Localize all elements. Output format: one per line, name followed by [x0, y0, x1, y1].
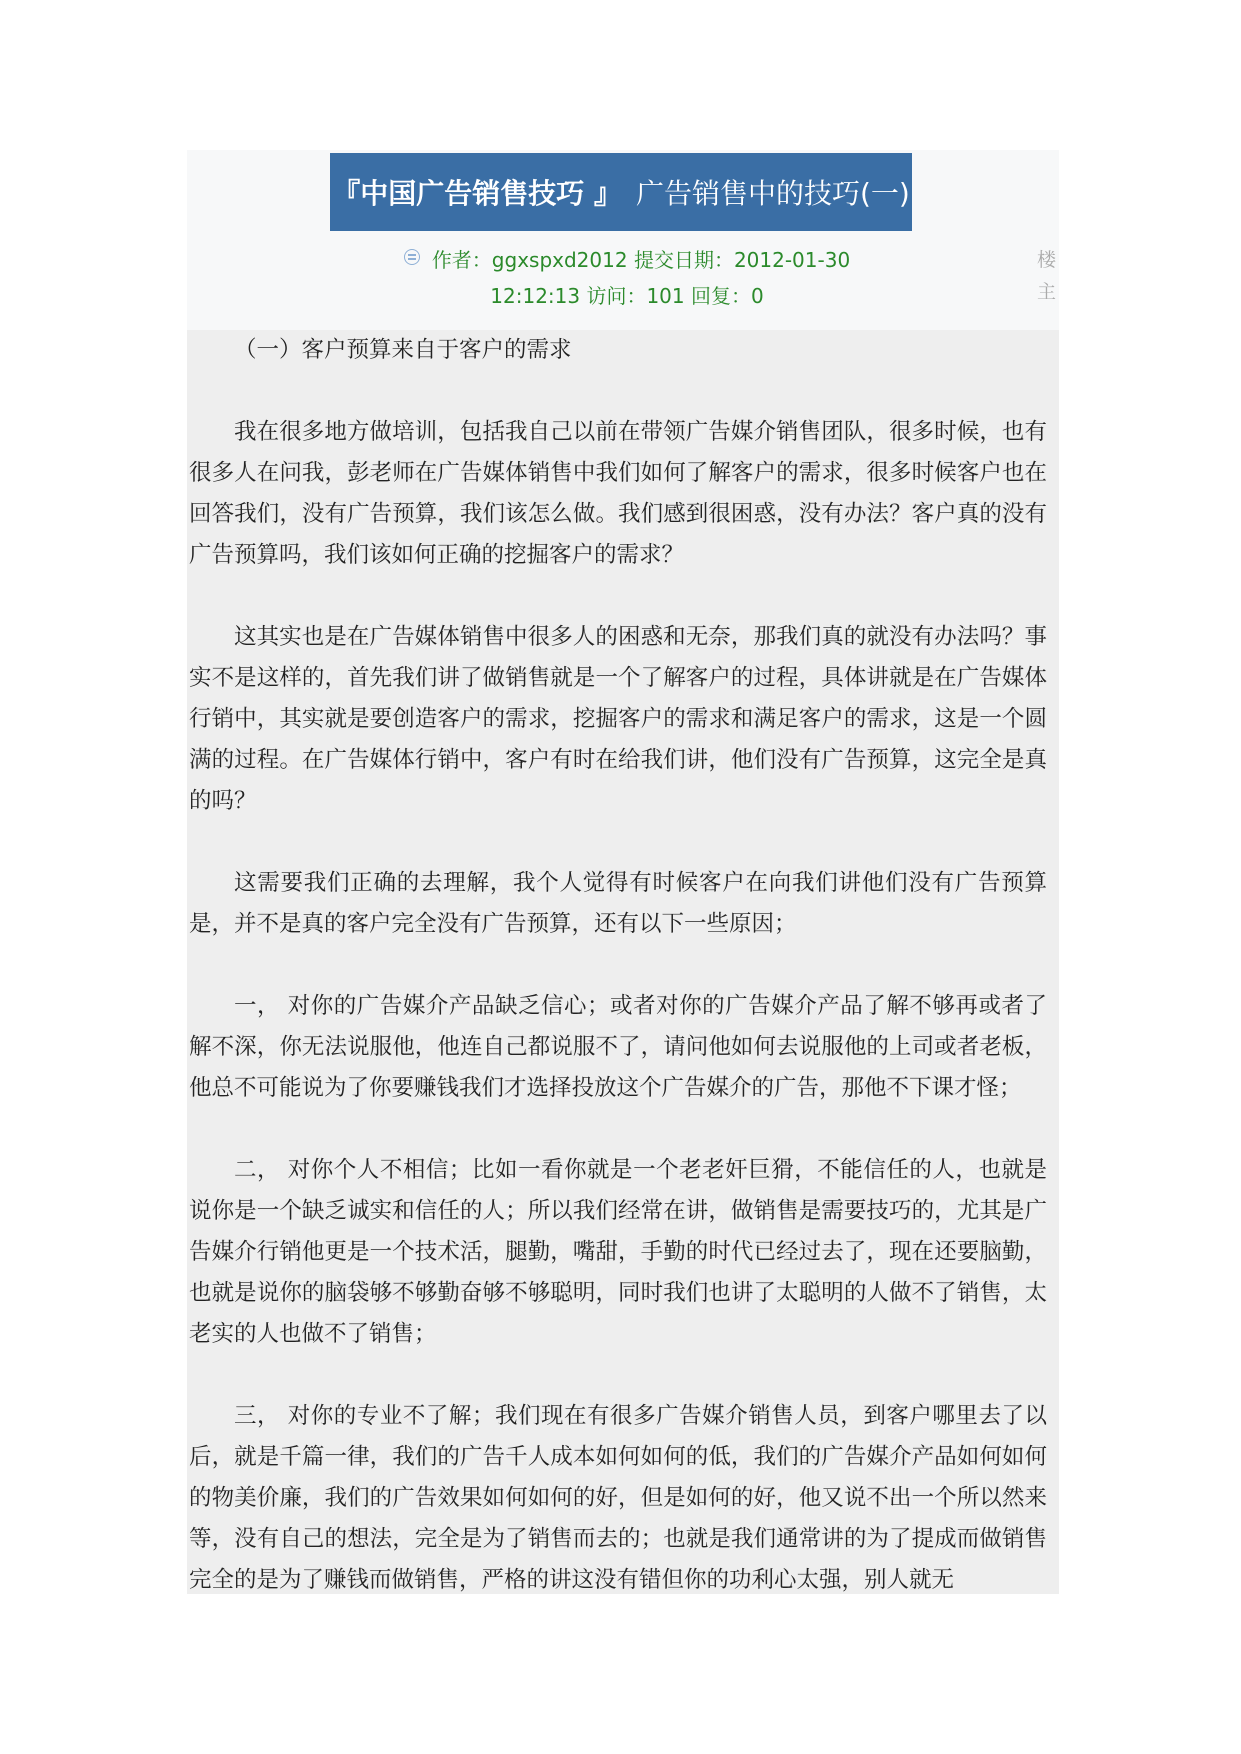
forum-post	[187, 150, 1059, 1594]
paragraph: 这其实也是在广告媒体销售中很多人的困惑和无奈，那我们真的就没有办法吗？事实不是这样的，首先我们讲了做销售就是一个了解客户的过程，具体讲就是在广告媒体行销中，其实就是要创造客户的需求，挖掘客户的需求和满足客户的需求，这是一个圆满的过程。在广告媒体行销中，客户有时在给我们讲，他们没有广告预算，这完全是真的吗？	[189, 624, 1047, 814]
paragraph: 我在很多地方做培训，包括我自己以前在带领广告媒介销售团队，很多时候，也有很多人在问我，彭老师在广告媒体销售中我们如何了解客户的需求，很多时候客户也在回答我们，没有广告预算，我们该怎么做。我们感到很困惑，没有办法？客户真的没有广告预算吗，我们该如何正确的挖掘客户的需求？	[189, 419, 1047, 568]
post-title[interactable]	[330, 153, 912, 231]
meta-line-2: 12:12:13 访问：101 回复：0	[490, 284, 764, 308]
post-header	[187, 150, 1059, 330]
paragraph: 一， 对你的广告媒介产品缺乏信心；或者对你的广告媒介产品了解不够再或者了解不深，你无法说服他，他连自己都说服不了，请问他如何去说服他的上司或者老板，他总不可能说为了你要赚钱我们才选择投放这个广告媒介的广告，那他不下课才怪；	[189, 993, 1047, 1101]
paragraph: 三， 对你的专业不了解；我们现在有很多广告媒介销售人员，到客户哪里去了以后，就是千篇一律，我们的广告千人成本如何如何的低，我们的广告媒介产品如何如何的物美价廉，我们的广告效果如何如何的好，但是如何的好，他又说不出一个所以然来等，没有自己的想法，完全是为了销售而去的；也就是我们通常讲的为了提成而做销售完全的是为了赚钱而做销售，严格的讲这没有错但你的功利心太强，别人就无	[189, 1403, 1047, 1593]
post-meta	[347, 242, 907, 314]
meta-author-date: 作者：ggxspxd2012 提交日期：2012-01-30	[431, 248, 851, 272]
paragraph: 这需要我们正确的去理解，我个人觉得有时候客户在向我们讲他们没有广告预算是，并不是真的客户完全没有广告预算，还有以下一些原因；	[189, 870, 1047, 937]
paragraph: （一）客户预算来自于客户的需求	[234, 337, 572, 363]
floor-label: 楼主	[1037, 249, 1057, 303]
title-category[interactable]: 『中国广告销售技巧 』	[332, 177, 622, 210]
title-text[interactable]: 广告销售中的技巧(一)	[635, 177, 910, 210]
author-face-icon	[404, 249, 420, 265]
meta-line-1	[347, 242, 907, 278]
paragraph: 二， 对你个人不相信；比如一看你就是一个老老奸巨猾，不能信任的人，也就是说你是一个缺乏诚实和信任的人；所以我们经常在讲，做销售是需要技巧的，尤其是广告媒介行销他更是一个技术活，腿勤，嘴甜，手勤的时代已经过去了，现在还要脑勤，也就是说你的脑袋够不够勤奋够不够聪明，同时我们也讲了太聪明的人做不了销售，太老实的人也做不了销售；	[189, 1157, 1047, 1347]
post-body	[187, 330, 1059, 1594]
